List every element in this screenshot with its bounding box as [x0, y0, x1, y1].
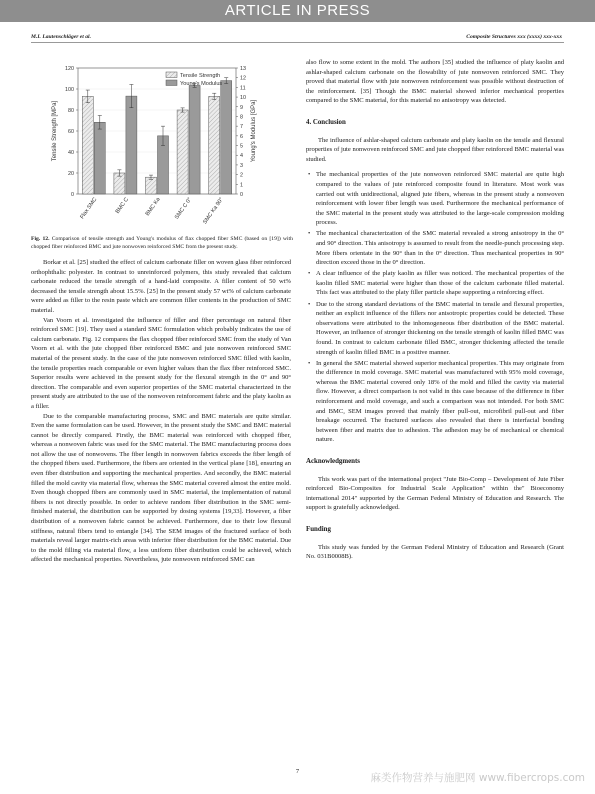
- conclusion-bullet: • The mechanical characterization of the SMC material revealed a strong anisotropy in the 0° and 90° direction. This anisotropy is assumed to result from the needle-punch processing step. More fibers orientate in the 90° than in the 0° direction. Thus mechanical properties in 90° direction exceed those in the 0° direction.: [306, 229, 564, 267]
- conclusion-bullet: • A clear influence of the platy kaolin as filler was noticed. The mechanical properties of the kaolin filled SMC material were higher than those of the calcium carbonate filled material. This fact was attributed to the platy filler particle shape supporting a reinforcing effect.: [306, 269, 564, 298]
- section-heading-acknowledgments: Acknowledgments: [306, 457, 360, 465]
- bar-youngs-modulus: [189, 85, 200, 194]
- bar-youngs-modulus: [221, 81, 232, 194]
- legend-label-tensile: Tensile Strength: [180, 73, 221, 79]
- y-tick-label-right: 7: [240, 124, 243, 131]
- legend-label-modulus: Young's Modulus: [180, 81, 223, 87]
- bar-tensile-strength: [82, 96, 93, 194]
- y-tick-label-right: 5: [240, 143, 243, 150]
- y-tick-label-left: 100: [65, 87, 74, 93]
- running-head-authors: M.I. Lautenschläger et al.: [31, 34, 91, 40]
- y-tick-label-right: 10: [240, 95, 246, 102]
- conclusion-bullet: • Due to the strong standard deviations of the BMC material in tensile and flexural properties, neither an explicit influence of the fillers nor anisotropic properties could be detected. These observations were attributed to the inhomogeneous fiber distribution of the BMC material. However, an influence of stronger thickening on the tensile strength of kaolin filled BMC was found. In contrast to calcium carbonate filled BMC, stronger thickening affected the tensile strength of kaolin filled BMC in a positive manner.: [306, 300, 564, 358]
- y-tick-label-right: 11: [240, 85, 246, 92]
- figure-caption-label: Fig. 12.: [31, 236, 50, 242]
- y-tick-label-left: 20: [68, 171, 74, 177]
- y-tick-label-left: 40: [68, 150, 74, 156]
- page-number: 7: [295, 768, 300, 775]
- conclusion-intro: The influence of ashlar-shaped calcium carbonate and platy kaolin on the tensile and flexural properties of jute nonwoven reinforced SMC and jute chopped fiber reinforced BMC material was studied.: [306, 136, 564, 163]
- y-tick-label-right: 0: [240, 192, 243, 198]
- bar-youngs-modulus: [94, 122, 105, 194]
- y-tick-label-right: 13: [240, 66, 246, 72]
- acknowledgments-text: This work was part of the international project "Jute Bio-Comp – Development of Jute Fiber reinforced Bio-Composites for Industrial Scale Application" within the" Bioeconomy international 2014" supported by the German Federal Ministry of Education and Research. The support is gratefully acknowledged.: [306, 475, 564, 512]
- section-heading-funding: Funding: [306, 525, 331, 533]
- left-column: [31, 258, 291, 565]
- y-tick-label-right: 9: [240, 104, 243, 111]
- figure-caption-text: Comparison of tensile strength and Young's modulus of flax chopped fiber SMC (based on [19]) with chopped fiber reinforced BMC and jute nonwoven reinforced SMC from the present study.: [31, 236, 293, 250]
- x-category-label: SMC Ka 90°: [202, 196, 225, 226]
- section-heading-conclusion: 4. Conclusion: [306, 118, 346, 126]
- y-tick-label-right: 6: [240, 133, 243, 140]
- legend-swatch-tensile: [166, 72, 177, 78]
- y-tick-label-left: 120: [65, 66, 74, 72]
- bar-tensile-strength: [177, 110, 188, 194]
- y-axis-label-left: Tensile Strength [MPa]: [52, 100, 58, 162]
- x-category-label: Flax SMC: [79, 196, 99, 221]
- y-tick-label-right: 3: [240, 162, 243, 169]
- y-tick-label-left: 0: [71, 192, 74, 198]
- y-tick-label-left: 80: [68, 108, 74, 114]
- x-category-label: SMC C 0°: [174, 196, 194, 221]
- running-head-journal: Composite Structures xxx (xxxx) xxx-xxx: [466, 34, 562, 40]
- body-paragraph: Van Voorn et al. investigated the influence of filler and fiber percentage on natural fiber reinforced SMC [19]. They used a standard SMC formulation which probably indicates the use of calcium carbonate. Fig. 12 compares the flax chopped fiber reinforced SMC from the study of Van Voorn et al. with the jute chopped fiber reinforced BMC and jute nonwoven reinforced SMC material of the present study. In the case of the jute nonwoven reinforced SMC filled with kaolin, the tensile properties reach comparable or even higher values than the flax fiber reinforced SMC. Superior results were achieved in the present study for the flexural strength in the 0° and 90° direction. The comparable and even superior properties of the SMC material characterized in the present study are attributed to the use of the nonwoven reinforcement fabric and the platy kaolin as a filler.: [31, 316, 291, 410]
- site-watermark: 麻类作物营养与施肥网 www.fibercrops.com: [370, 772, 585, 784]
- y-tick-label-right: 12: [240, 75, 246, 82]
- funding-text: This study was funded by the German Federal Ministry of Education and Research (Grant No. 031B0008B).: [306, 543, 564, 561]
- conclusion-bullet-list: [306, 170, 564, 445]
- conclusion-bullet: • The mechanical properties of the jute nonwoven reinforced SMC material are quite high compared to the values of jute reinforced composite found in literature. Most work was carried out with unidirectional, aligned jute fibers, whereas in the present study a nonwoven reinforcement with lower fiber length was used. Furthermore the mechanical performance of the SMC material in the present study was attributed to the large-scale compression molding process.: [306, 170, 564, 228]
- figure-caption: [31, 236, 293, 251]
- bar-chart-svg: [38, 56, 284, 234]
- x-category-label: BMC Ka: [144, 196, 162, 218]
- body-paragraph: Due to the comparable manufacturing process, SMC and BMC materials are quite similar. Even the same formulation can be used. However, in the present study the SMC and BMC material cannot be directly compared. Firstly, the BMC material was reinforced with chopped fiber, whereas a nonwoven fabric was used for the SMC material. The BMC manufacturing process does not allow the use of nonwovens. The fiber length in nonwoven fabrics exceeds the fiber length of the chopped fibers used. Furthermore, the fibers are oriented in the vertical plane [18], ensuring an even fiber distribution and supporting the mechanical properties. And secondly, the BMC material filled the mold cavity via material flow, whereas the SMC material covered almost the entire mold. Even though chopped fibers are commonly used in SMC material, the implementation of natural fibers is not directly possible. In order to achieve random fiber distribution in the SMC semi-finished material, the distribution can be supported by dosing systems [19,33]. However, a fiber distribution of a nonwoven fabric cannot be achieved. Furthermore, due to their low flexural stiffness, natural fibers tend to entangle [34]. The SEM images of the fractured surface of both materials reveal larger matrix-rich areas with inferior fiber distribution for the BMC material. Due to the mold filling via material flow, a less uniform fiber distribution could be achieved, which affected the mechanical properties. Nevertheless, jute nonwoven reinforced SMC can: [31, 412, 291, 564]
- y-tick-label-right: 2: [240, 172, 243, 179]
- y-tick-label-right: 4: [240, 153, 243, 160]
- y-axis-label-right: Young's Modulus [GPa]: [251, 99, 257, 163]
- header-rule: [31, 42, 564, 43]
- bar-youngs-modulus: [126, 96, 137, 194]
- legend-swatch-modulus: [166, 80, 177, 86]
- bar-tensile-strength: [209, 96, 220, 194]
- body-paragraph: Borkar et al. [25] studied the effect of calcium carbonate filler on woven glass fiber reinforced orthophthalic polyester. In contrast to unreinforced polymers, this study revealed that calcium carbonate reduced the tensile strength of a hand-laid composite. A filler content of 50 wt% decreased the tensile strength about 15.5%. [25] In the present study 57 wt% of calcium carbonate were added as filler to the resin paste which are common filler contents in the production of SMC material.: [31, 259, 291, 314]
- right-column: [306, 58, 564, 562]
- x-category-label: BMC C: [114, 196, 131, 215]
- body-paragraph: also flow to some extent in the mold. The authors [35] studied the influence of platy kaolin and ashlar-shaped calcium carbonate on the flowability of jute nonwoven reinforced SMC. They proved that material flow with jute nonwoven reinforcement was possible without destruction of the reinforcement. [35] Though the BMC material showed inferior mechanical properties compared to the SMC material, for this material no anisotropy was detected.: [306, 59, 564, 105]
- conclusion-bullet: • In general the SMC material showed superior mechanical properties. This may originate from the difference in mold coverage. SMC material was manufactured with 95% mold coverage, whereas the BMC material covered only 18% of the mold and filled the cavity via material flow. However, a direct comparison is not valid in this case because of the difference in fiber reinforcement and mold coverage, and such a comparison was not intended. For both SMC and BMC, SEM images proved that mainly fiber pull-out, microfibril pull-out and fiber breakage occurred. The fractured surfaces also revealed that there is interfacial bonding between fiber and matrix due to adhesion. The adhesion may be of mechanical or chemical nature.: [306, 359, 564, 445]
- article-in-press-banner: ARTICLE IN PRESS: [0, 0, 595, 22]
- figure-12-chart: [38, 56, 284, 234]
- bar-tensile-strength: [146, 177, 157, 194]
- y-tick-label-right: 8: [240, 114, 243, 121]
- y-tick-label-right: 1: [240, 182, 243, 189]
- y-tick-label-left: 60: [68, 129, 74, 135]
